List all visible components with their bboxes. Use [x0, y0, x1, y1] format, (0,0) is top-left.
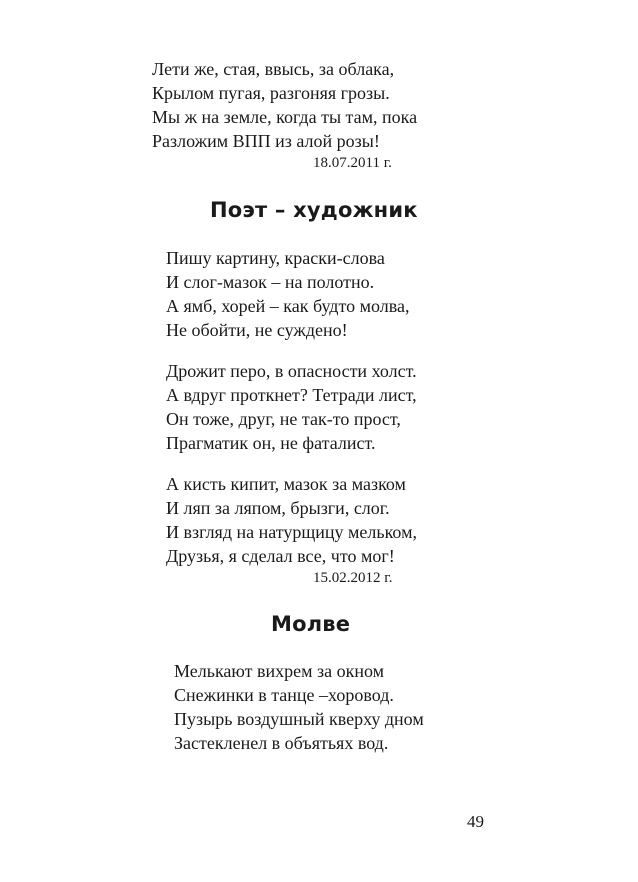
poem3-line-4: Застекленел в объятьях вод.: [174, 733, 389, 753]
poem1-line-4: Разложим ВПП из алой розы!: [152, 131, 380, 151]
poem2-s3-line-3: И взгляд на натурщицу мельком,: [166, 522, 417, 542]
poem2-s2-line-1: Дрожит перо, в опасности холст.: [166, 361, 417, 381]
poem2-s3-line-2: И ляп за ляпом, брызги, слог.: [166, 498, 390, 518]
poem2-s1-line-4: Не обойти, не суждено!: [166, 320, 348, 340]
poem1-line-1: Лети же, стая, ввысь, за облака,: [152, 59, 395, 79]
poem2-s2-line-2: А вдруг проткнет? Тетради лист,: [166, 385, 417, 405]
poem1-line-3: Мы ж на земле, когда ты там, пока: [152, 107, 418, 127]
poem2-date: 15.02.2012 г.: [313, 570, 393, 586]
poem2-s1-line-1: Пишу картину, краски-слова: [166, 248, 385, 268]
poem2-s2-line-3: Он тоже, друг, не так-то прост,: [166, 409, 401, 429]
poem2-s1-line-2: И слог-мазок – на полотно.: [166, 272, 375, 292]
poem2-title: Поэт – художник: [210, 198, 418, 222]
poem2-s2-line-4: Прагматик он, не фаталист.: [166, 433, 376, 453]
poem3-line-1: Мелькают вихрем за окном: [174, 661, 385, 681]
poem1-line-2: Крылом пугая, разгоняя грозы.: [152, 83, 390, 103]
poem3-line-3: Пузырь воздушный кверху дном: [174, 709, 424, 729]
poem3-line-2: Снежинки в танце –хоровод.: [174, 685, 394, 705]
poem2-s3-line-1: А кисть кипит, мазок за мазком: [166, 474, 406, 494]
poem1-date: 18.07.2011 г.: [313, 155, 392, 171]
poem2-s3-line-4: Друзья, я сделал все, что мог!: [166, 546, 395, 566]
poem2-s1-line-3: А ямб, хорей – как будто молва,: [166, 296, 410, 316]
poem3-title: Молве: [271, 612, 351, 636]
page-number: 49: [467, 812, 484, 831]
